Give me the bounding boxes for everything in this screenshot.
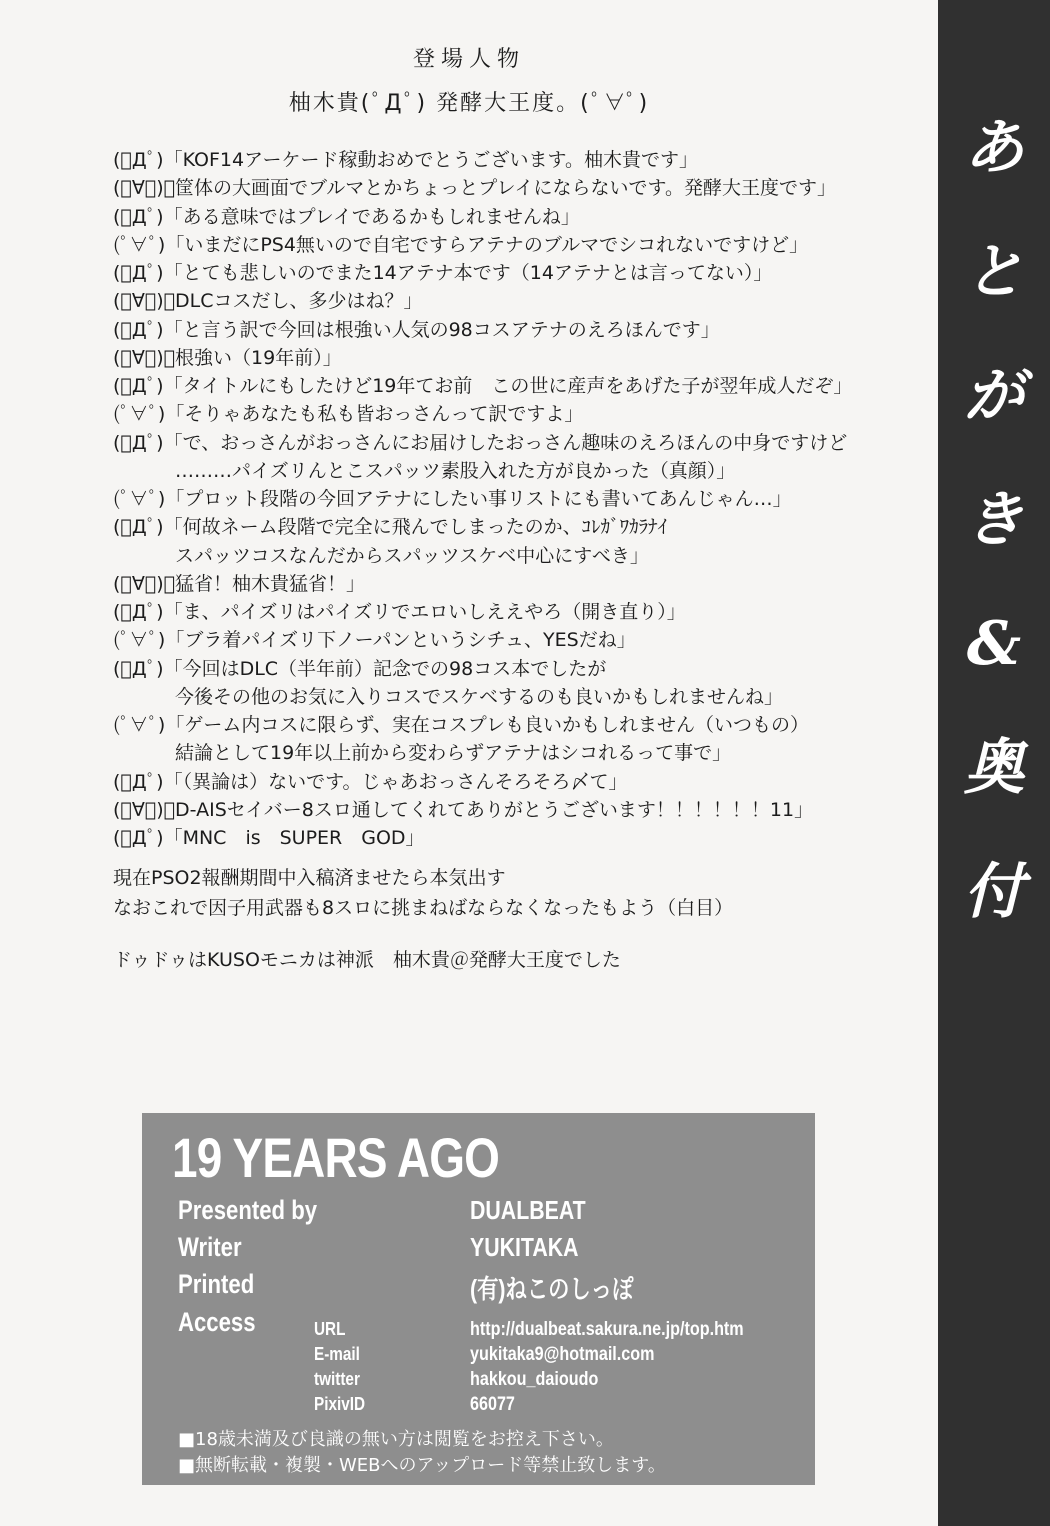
- dialogue-line: (ﾟДﾟ)「何故ネーム段階で完全に飛んでしまったのか、ｺﾚｶﾞﾜｶﾗﾅｲ: [113, 516, 668, 539]
- dialogue-line: (ﾟДﾟ)「（異論は）ないです。じゃあおっさんそろそろ〆て」: [113, 770, 628, 793]
- dialogue-line: (ﾟ∀ﾟ)「筐体の大画面でブルマとかちょっとプレイにならないです。発酵大王度です」: [113, 177, 837, 200]
- dialogue-line: (ﾟДﾟ)「とても悲しいのでまた14アテナ本です（14アテナとは言ってない）」: [113, 262, 773, 284]
- access-url-label: URL: [314, 1319, 346, 1339]
- access-pixiv-value: 66077: [470, 1394, 515, 1415]
- side-title: [938, 113, 1050, 986]
- side-title-char: が: [964, 361, 1024, 431]
- side-title-char: き: [964, 485, 1024, 555]
- writer-label: Writer: [178, 1232, 242, 1262]
- access-pixiv-label: PixivID: [314, 1394, 366, 1414]
- dialogue-line: (ﾟ∀ﾟ)「根強い（19年前）」: [113, 346, 342, 369]
- dialogue-line: (ﾟДﾟ)「タイトルにもしたけど19年てお前 この世に産声をあげた子が翌年成人だぞ」: [113, 375, 853, 397]
- colophon-box: [142, 1113, 815, 1485]
- age-warning: ■18歳未満及び良識の無い方は閲覧をお控え下さい。: [178, 1429, 614, 1450]
- presented-by-value: DUALBEAT: [470, 1195, 586, 1225]
- dialogue-line: (ﾟ∀ﾟ)「プロット段階の今回アテナにしたい事リストにも書いてあんじゃん…」: [113, 488, 792, 510]
- copy-warning: ■無断転載・複製・WEBへのアップロード等禁止致します。: [178, 1455, 666, 1476]
- note-line: なおこれで因子用武器も8スロに挑まねばならなくなったもよう（白目）: [113, 897, 734, 919]
- character-list: 柚木貴(ﾟДﾟ) 発酵大王度。(ﾟ∀ﾟ): [288, 91, 650, 116]
- side-title-char: あ: [964, 113, 1024, 183]
- dialogue-line: (ﾟ∀ﾟ)「猛省！柚木貴猛省！」: [113, 572, 366, 595]
- side-title-char: 奥: [964, 733, 1024, 803]
- dialogue-line: (ﾟДﾟ)「で、おっさんがおっさんにお届けしたおっさん趣味のえろほんの中身ですけど: [113, 431, 848, 454]
- notes: [113, 863, 928, 923]
- dialogue-line: (ﾟДﾟ)「MNC is SUPER GOD」: [113, 827, 425, 849]
- printed-label: Printed: [178, 1269, 255, 1299]
- dialogue-line: (ﾟ∀ﾟ)「いまだにPS4無いので自宅ですらアテナのブルマでシコれないですけど」: [113, 233, 809, 256]
- dialogue-line: (ﾟ∀ﾟ)「ゲーム内コスに限らず、実在コスプレも良いかもしれません（いつもの）: [113, 714, 810, 736]
- side-title-char: と: [964, 237, 1024, 307]
- dialogue-line: 今後その他のお気に入りコスでスケベするのも良いかもしれませんね」: [175, 685, 784, 708]
- dialogue-line: (ﾟ∀ﾟ)「D-AISセイバー8スロ通してくれてありがとうございます！！！！！！11」: [113, 798, 814, 821]
- presented-by-label: Presented by: [178, 1195, 318, 1225]
- side-title-char: &: [966, 609, 1022, 679]
- dialogue: [113, 146, 928, 852]
- dialogue-line: (ﾟДﾟ)「と言う訳で今回は根強い人気の98コスアテナのえろほんです」: [113, 318, 720, 341]
- access-label: Access: [178, 1307, 256, 1337]
- dialogue-line: (ﾟДﾟ)「今回はDLC（半年前）記念での98コス本でしたが: [113, 657, 607, 680]
- dialogue-line: (ﾟ∀ﾟ)「ブラ着パイズリ下ノーパンというシチュ、YESだね」: [113, 629, 636, 652]
- dialogue-line: (ﾟ∀ﾟ)「そりゃあなたも私も皆おっさんって訳ですよ」: [113, 403, 584, 426]
- dialogue-line: (ﾟДﾟ)「ま、パイズリはパイズリでエロいしええやろ（開き直り）」: [113, 601, 686, 623]
- access-twitter-label: twitter: [314, 1369, 360, 1389]
- signoff-line: ドゥドゥはKUSOモニカは神派 柚木貴＠発酵大王度でした: [113, 949, 621, 971]
- dialogue-line: スパッツコスなんだからスパッツスケベ中心にすべき」: [175, 544, 649, 567]
- dialogue-line: ………パイズリんとこスパッツ素股入れた方が良かった（真顔）」: [175, 459, 736, 482]
- side-band: [938, 0, 1050, 1526]
- dialogue-line: (ﾟДﾟ)「KOF14アーケード稼動おめでとうございます。柚木貴です」: [113, 149, 698, 171]
- access-url-value[interactable]: http://dualbeat.sakura.ne.jp/top.htm: [470, 1319, 744, 1340]
- access-email-label: E-mail: [314, 1344, 360, 1364]
- access-twitter-value[interactable]: hakkou_daioudo: [470, 1369, 599, 1390]
- side-title-char: 付: [964, 857, 1024, 927]
- printed-value: (有)ねこのしっぽ: [470, 1274, 634, 1304]
- access-email-value[interactable]: yukitaka9@hotmail.com: [470, 1344, 655, 1365]
- dialogue-line: 結論として19年以上前から変わらずアテナはシコれるって事で」: [175, 742, 732, 765]
- dialogue-line: (ﾟДﾟ)「ある意味ではプレイであるかもしれませんね」: [113, 205, 580, 228]
- book-title: 19 YEARS AGO: [172, 1126, 500, 1189]
- dialogue-line: (ﾟ∀ﾟ)「DLCコスだし、多少はね？」: [113, 290, 423, 313]
- note-line: 現在PSO2報酬期間中入稿済ませたら本気出す: [113, 867, 506, 889]
- page-title: 登場人物: [412, 47, 525, 72]
- writer-value: YUKITAKA: [470, 1232, 579, 1262]
